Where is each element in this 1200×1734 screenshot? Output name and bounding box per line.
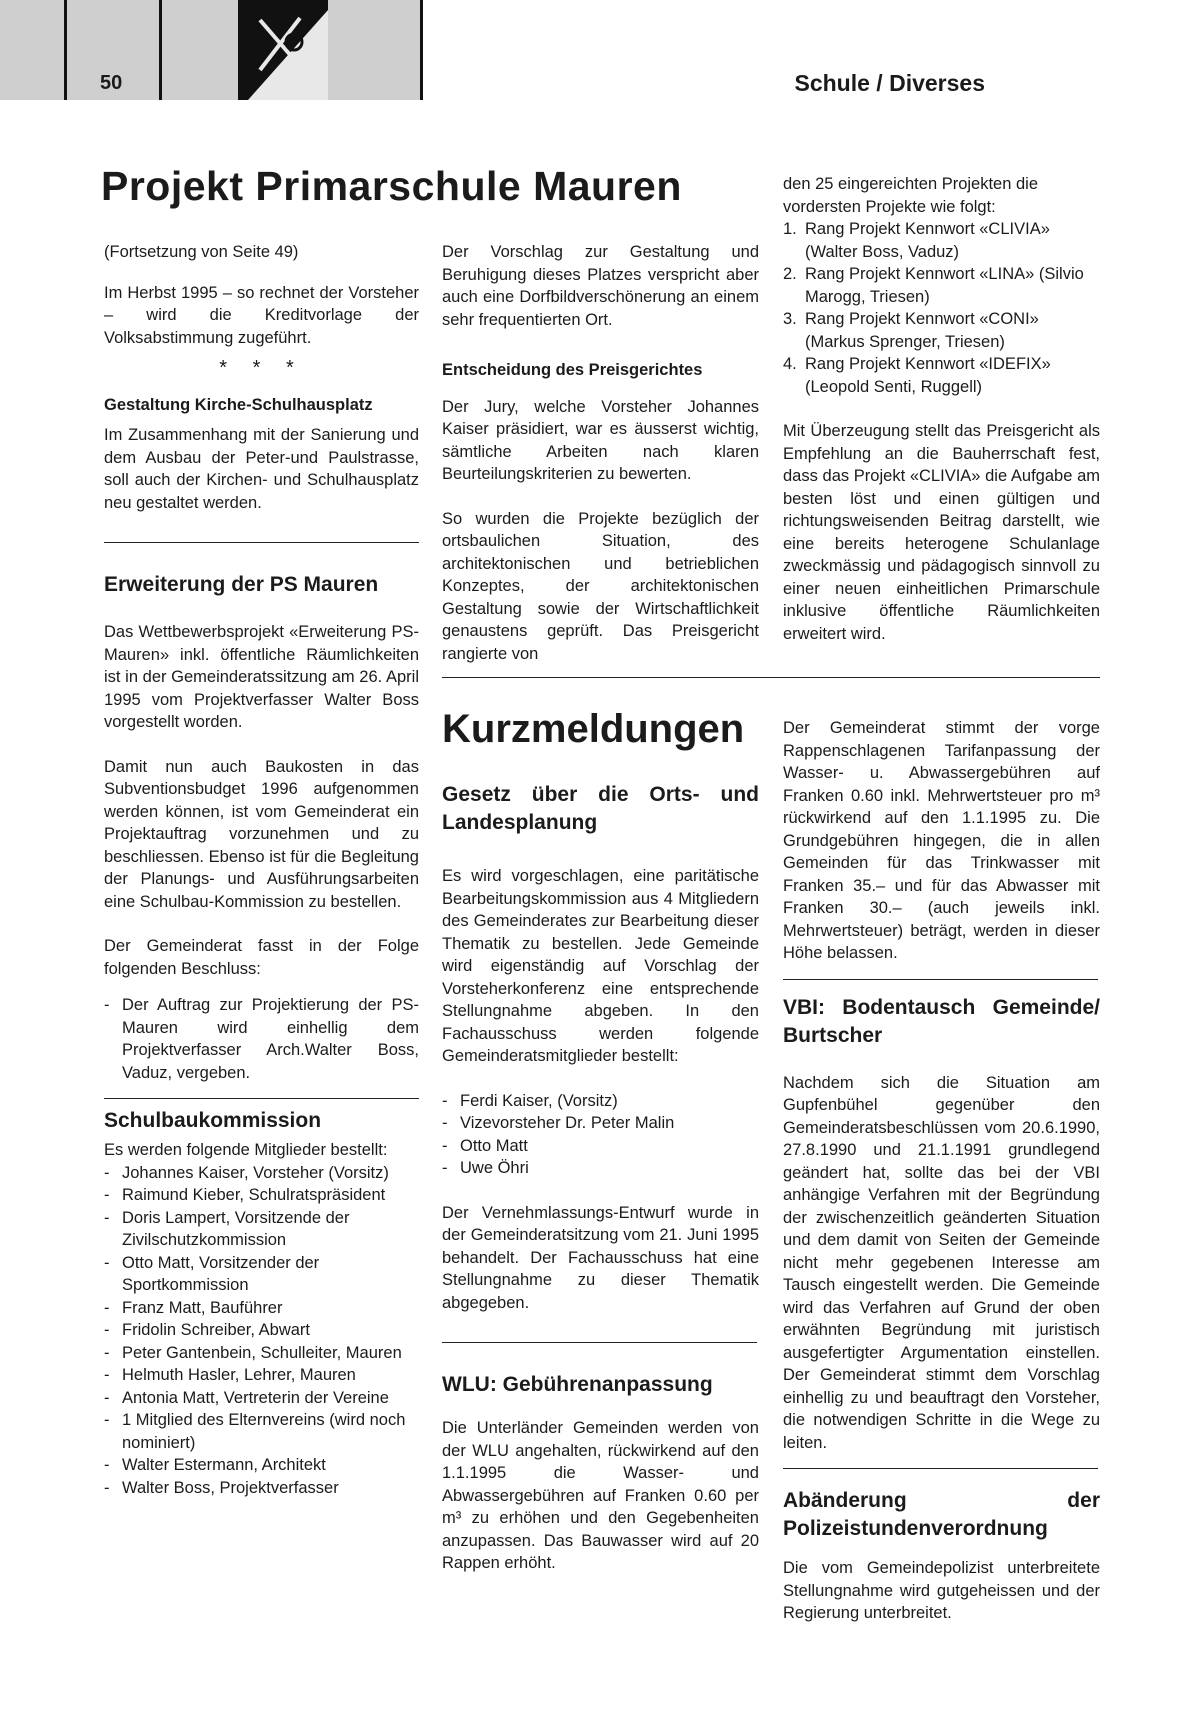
header-frame-right — [330, 0, 423, 100]
paragraph: Es werden folgende Mitglieder bestellt: — [104, 1141, 388, 1159]
rank-text: Rang Projekt Kennwort «CONI» (Markus Sprenger, Triesen) — [805, 310, 1039, 351]
heading-gesetz: Gesetz über die Orts- und Landesplanung — [442, 783, 759, 834]
paragraph: den 25 eingereichten Projekten die vordersten Projekte wie folgt: — [783, 175, 1039, 216]
fachausschuss-list — [442, 1090, 759, 1180]
paragraph: Der Vorschlag zur Gestaltung und Beruhigung dieses Platzes verspricht aber auch eine Dorfbildverschönerung an einem sehr frequentierten Ort. — [442, 243, 759, 329]
list-item: - Antonia Matt, Vertreterin der Vereine — [104, 1387, 419, 1410]
list-item: - Franz Matt, Bauführer — [104, 1297, 419, 1320]
beschluss-list — [104, 994, 419, 1084]
crest-logo — [238, 0, 328, 100]
list-item: - Walter Estermann, Architekt — [104, 1454, 419, 1477]
paragraph: So wurden die Projekte bezüglich der ortsbaulichen Situation, des architektonischen und betrieblichen Konzeptes, der architektonischen Gestaltung sowie der Wirtschaftlichkeit genaustens geprüft. Das Preisgericht rangierte von — [442, 509, 759, 663]
list-item: - Otto Matt, Vorsitzender der Sportkommission — [104, 1252, 419, 1297]
kurzmeldungen-title: Kurzmeldungen — [442, 707, 745, 751]
paragraph: Nachdem sich die Situation am Gupfenbühel gegenüber den Gemeinderatsbeschlüssen vom 20.6.1990, 27.8.1990 und 21.1.1991 grundlegend geändert hat, sollte das bei der VBI anhängige Verfahren mit der Begründung der zwischenzeitlich geänderten Situation und dem damit von Seiten der Gemeinde nicht mehr gegebenen Interesse am Tausch eingestellt werden. Die Gemeinde wird das Verfahren auf Grund der oben erwähnten Begründung mit juristisch ausgefertigter Argumentation einstellen. Der Gemeinderat stimmt dem Vorschlag einhellig zu und beauftragt den Vorsteher, die notwendigen Schritte in die Wege zu leiten. — [783, 1073, 1100, 1452]
list-item: - Peter Gantenbein, Schulleiter, Mauren — [104, 1342, 419, 1365]
paragraph: Der Gemeinderat stimmt der vorge Rappenschlagenen Tarifanpassung der Wasser- u. Abwassergebühren auf Franken 0.60 inkl. Mehrwertsteuer pro m³ rückwirkend auf den 1.1.1995 zu. Die Grundgebühren hingegen, die in allen Gemeinden für das Trinkwasser mit Franken 35.– und für das Abwasser mit Franken 30.– (auch jeweils inkl. Mehrwertsteuer) beträgt, werden in dieser Höhe belassen. — [783, 719, 1100, 962]
list-item: - Uwe Öhri — [442, 1157, 759, 1180]
list-item: - Helmuth Hasler, Lehrer, Mauren — [104, 1364, 419, 1387]
column-3-top — [783, 173, 1100, 645]
heading-erweiterung: Erweiterung der PS Mauren — [104, 573, 379, 596]
list-item: - Vizevorsteher Dr. Peter Malin — [442, 1112, 759, 1135]
list-item: - 1 Mitglied des Elternvereins (wird noch nominiert) — [104, 1409, 419, 1454]
column-3-bottom — [783, 717, 1100, 1625]
column-1 — [104, 241, 419, 1499]
paragraph: Mit Überzeugung stellt das Preisgericht als Empfehlung an die Bauherrschaft fest, dass das Projekt «CLIVIA» die Aufgabe am besten löst und einen gültigen und richtungsweisenden Beitrag darstellt, wie eine bereits heterogene Schulanlage zweckmässig und pädagogisch sinnvoll zu einer neuen einheitlichen Primarschule inklusive öffentliche Räumlichkeiten erweitert wird. — [783, 422, 1100, 643]
section-title: Schule / Diverses — [794, 70, 985, 96]
heading-vbi: VBI: Bodentausch Gemeinde/ Burtscher — [783, 995, 1100, 1047]
list-item: - Raimund Kieber, Schulratspräsident — [104, 1184, 419, 1207]
column-2-bottom — [442, 705, 759, 1575]
list-item — [783, 218, 1100, 263]
paragraph: Die vom Gemeindepolizist unterbreitete Stellungnahme wird gutgeheissen und der Regierung unterbreitet. — [783, 1559, 1100, 1622]
member-list — [104, 1162, 419, 1500]
rank-text: Rang Projekt Kennwort «CLIVIA» (Walter Boss, Vaduz) — [805, 220, 1050, 261]
section-divider — [442, 677, 1100, 678]
list-item: - Doris Lampert, Vorsitzende der Zivilschutzkommission — [104, 1207, 419, 1252]
paragraph: Das Wettbewerbsprojekt «Erweiterung PS-Mauren» inkl. öffentliche Räumlichkeiten ist in der Gemeinderatssitzung am 26. April 1995 vom Projektverfasser Walter Boss vorgestellt worden. — [104, 623, 419, 731]
continued-note: (Fortsetzung von Seite 49) — [104, 243, 299, 261]
heading-polizei: Abänderung der Polizeistundenverordnung — [783, 1489, 1100, 1540]
list-item: - Walter Boss, Projektverfasser — [104, 1477, 419, 1500]
rank-number: 2. — [783, 265, 797, 283]
paragraph: Der Vernehmlassungs-Entwurf wurde in der Gemeinderatsitzung vom 21. Juni 1995 behandelt. Der Fachausschuss hat eine Stellungnahme zu dieser Thematik abgegeben. — [442, 1203, 759, 1312]
list-item — [783, 353, 1100, 398]
rank-number: 3. — [783, 310, 797, 328]
paragraph: Es wird vorgeschlagen, eine paritätische Bearbeitungskommission aus 4 Mitgliedern des Gemeinderates zur Bearbeitung dieser Thematik zu bestellen. Jede Gemeinde wird eigenständig auf Vorschlag der Vorsteherkonferenz eine entsprechende Stellungnahme abgeben. In den Fachausschuss werden folgende Gemeinderatsmitglieder bestellt: — [442, 867, 759, 1065]
subheading-preisgericht: Entscheidung des Preisgerichtes — [442, 361, 703, 379]
column-2-top — [442, 241, 759, 665]
list-item — [783, 308, 1100, 353]
heading-schulbaukommission: Schulbaukommission — [104, 1109, 322, 1132]
paragraph: Der Gemeinderat fasst in der Folge folgenden Beschluss: — [104, 937, 419, 978]
list-item: - Ferdi Kaiser, (Vorsitz) — [442, 1090, 759, 1113]
paragraph: Im Herbst 1995 – so rechnet der Vorsteher – wird die Kreditvorlage der Volksabstimmung zugeführt. — [104, 283, 419, 347]
list-item: - Fridolin Schreiber, Abwart — [104, 1319, 419, 1342]
paragraph: Damit nun auch Baukosten in das Subventionsbudget 1996 aufgenommen werden können, ist vom Gemeinderat ein Projektauftrag vorzunehmen und zu beschliessen. Ebenso ist für die Begleitung der Planungs- und Ausführungsarbeiten eine Schulbau-Kommission zu bestellen. — [104, 757, 419, 911]
article-title: Projekt Primarschule Mauren — [101, 163, 682, 209]
rank-text: Rang Projekt Kennwort «LINA» (Silvio Marogg, Triesen) — [805, 265, 1084, 306]
list-item: - Otto Matt — [442, 1135, 759, 1158]
heading-wlu: WLU: Gebührenanpassung — [442, 1373, 713, 1396]
section-stars: * * * — [219, 357, 304, 379]
list-item — [783, 263, 1100, 308]
crossed-tools-icon — [238, 0, 328, 100]
subheading-kirche: Gestaltung Kirche-Schulhausplatz — [104, 395, 373, 414]
rank-text: Rang Projekt Kennwort «IDEFIX» (Leopold Senti, Ruggell) — [805, 355, 1051, 396]
rank-number: 4. — [783, 355, 797, 373]
ranking-list — [783, 218, 1100, 398]
paragraph: Die Unterländer Gemeinden werden von der WLU angehalten, rückwirkend auf den 1.1.1995 die Wasser- und Abwassergebühren auf Franken 0.60 per m³ zu erhöhen und den Gegebenheiten anzupassen. Das Bauwasser wird auf 20 Rappen erhöht. — [442, 1419, 759, 1572]
rank-number: 1. — [783, 220, 797, 238]
paragraph: Der Jury, welche Vorsteher Johannes Kaiser präsidiert, war es äusserst wichtig, sämtliche Arbeiten nach klaren Beurteilungskriterien zu bewerten. — [442, 397, 759, 483]
paragraph: Im Zusammenhang mit der Sanierung und dem Ausbau der Peter-und Paulstrasse, soll auch der Kirchen- und Schulhausplatz neu gestaltet werden. — [104, 426, 419, 512]
list-item: - Johannes Kaiser, Vorsteher (Vorsitz) — [104, 1162, 419, 1185]
list-item: - Der Auftrag zur Projektierung der PS-Mauren wird einhellig dem Projektverfasser Arch.Walter Boss, Vaduz, vergeben. — [104, 994, 419, 1084]
page-number: 50 — [100, 72, 123, 94]
